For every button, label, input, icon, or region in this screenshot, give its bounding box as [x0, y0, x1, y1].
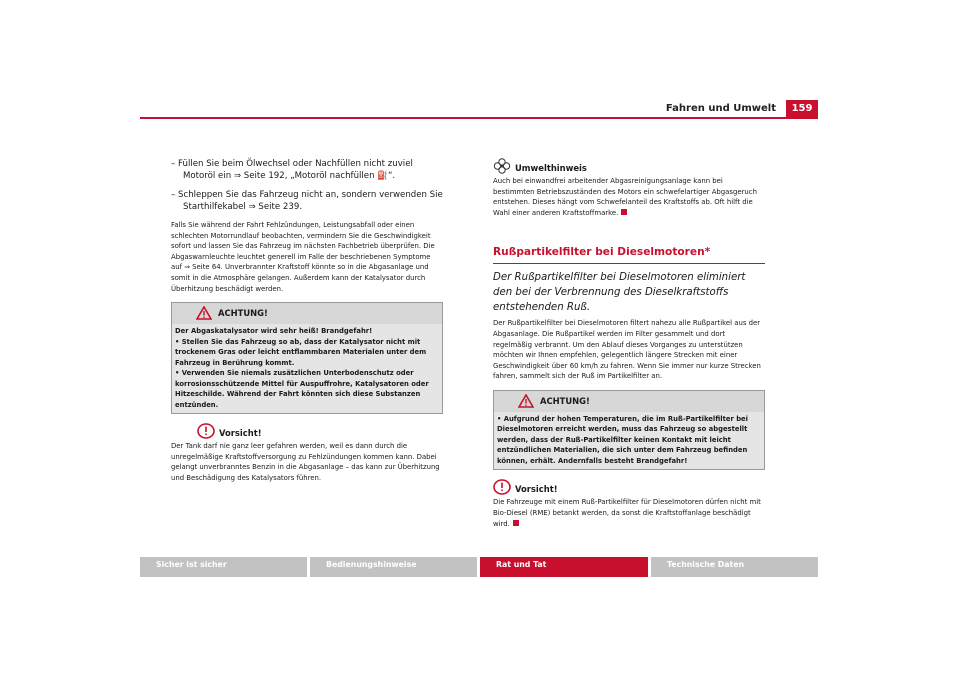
section-rule	[493, 263, 765, 264]
warning-label: ACHTUNG!	[218, 308, 268, 319]
section-title: Rußpartikelfilter bei Dieselmotoren*	[493, 246, 711, 259]
right-column	[493, 158, 765, 537]
warning-triangle-icon	[518, 394, 534, 408]
body-paragraph: Falls Sie während der Fahrt Fehlzündungen, Leistungsabfall oder einen schlechten Motorrundlauf beobachten, vermindern Sie die Geschwindigkeit sofort und lassen Sie das Fahrzeug im nächsten Fachbetrieb überprüfen. Die Abgaswarnleuchte leuchtet generell im Falle der beschriebenen Symptome auf ⇒ Seite 64. Unverbrannter Kraftstoff könnte so in die Abgasanlage und somit in die Atmosphäre gelangen. Außerdem kann der Katalysator durch Überhitzung beschädigt werden.	[171, 221, 435, 293]
environment-note-header	[493, 158, 765, 176]
caution-label: Vorsicht!	[219, 428, 262, 439]
section-subtitle: Der Rußpartikelfilter bei Dieselmotoren eliminiert den bei der Verbrennung des Dieselkraftstoffs entstehenden Ruß.	[493, 272, 746, 314]
caution-label: Vorsicht!	[515, 484, 558, 495]
caution-text: Die Fahrzeuge mit einem Ruß-Partikelfilter für Dieselmotoren dürfen nicht mit Bio-Diesel (RME) betankt werden, da sonst die Kraftstoffanlage beschädigt wird.	[493, 498, 761, 528]
warning-body	[494, 412, 764, 470]
end-marker-icon	[621, 209, 627, 215]
footer-tab-sicher[interactable]: Sicher ist sicher	[140, 557, 307, 577]
warning-header	[172, 303, 442, 324]
warning-line: Der Abgaskatalysator wird sehr heiß! Brandgefahr!	[175, 327, 373, 336]
warning-line: • Aufgrund der hohen Temperaturen, die im Ruß-Partikelfilter bei Dieselmotoren erreicht werden, muss das Fahrzeug so abgestellt werden, dass der Ruß-Partikelfilter keinen Kontakt mit leicht entzündlichen Materialien, die sich unter dem Fahrzeug befinden können, erhält. Andernfalls besteht Brandgefahr!	[497, 414, 748, 465]
warning-box	[493, 390, 765, 471]
warning-body	[172, 324, 442, 413]
warning-line: • Verwenden Sie niemals zusätzlichen Unterbodenschutz oder korrosionsschützende Mittel für Auspuffrohre, Katalysatoren oder Hitzeschilde. Während der Fahrt könnten sich diese Substanzen entzünden.	[175, 369, 429, 409]
caution-exclamation-icon	[493, 479, 511, 495]
page-header-title: Fahren und Umwelt	[665, 103, 776, 114]
footer-tab-rat-und-tat[interactable]: Rat und Tat	[480, 557, 648, 577]
left-column	[171, 158, 443, 492]
footer-tab-bedienung[interactable]: Bedienungshinweise	[310, 557, 477, 577]
environment-note-label: Umwelthinweis	[515, 163, 587, 173]
caution-text: Der Tank darf nie ganz leer gefahren werden, weil es dann durch die unregelmäßige Kraftstoffversorgung zu Fehlzündungen kommen kann. Dabei gelangt unverbranntes Benzin in die Abgasanlage – das kann zur Überhitzung und Beschädigung des Katalysators führen.	[171, 442, 440, 482]
warning-triangle-icon	[196, 306, 212, 320]
warning-header	[494, 391, 764, 412]
environment-note-text: Auch bei einwandfrei arbeitender Abgasreinigungsanlage kann bei bestimmten Betriebszuständen des Motors ein schwefelartiger Abgasgeruch entstehen. Dieses hängt vom Schwefelanteil des Kraftstoffs ab. Oft hilft die Wahl einer anderen Kraftstoffmarke.	[493, 177, 757, 217]
caution-header	[171, 423, 443, 441]
warning-line: • Stellen Sie das Fahrzeug so ab, dass der Katalysator nicht mit trockenem Gras oder leicht entflammbaren Materialen unter dem Fahrzeug in Berührung kommt.	[175, 337, 427, 367]
caution-exclamation-icon	[197, 423, 215, 439]
environment-flower-icon	[493, 158, 511, 174]
end-marker-icon	[513, 520, 519, 526]
footer-tab-technische-daten[interactable]: Technische Daten	[651, 557, 818, 577]
header-rule	[140, 117, 818, 119]
dash-item: – Füllen Sie beim Ölwechsel oder Nachfüllen nicht zuviel Motoröl ein ⇒ Seite 192, „Motoröl nachfüllen ⛽“.	[171, 159, 413, 181]
page-number: 159	[786, 100, 818, 117]
warning-label: ACHTUNG!	[540, 395, 590, 406]
warning-box	[171, 302, 443, 414]
body-paragraph: Der Rußpartikelfilter bei Dieselmotoren filtert nahezu alle Rußpartikel aus der Abgasanlage. Die Rußpartikel werden im Filter gesammelt und dort regelmäßig verbrannt. Um den Ablauf dieses Vorganges zu unterstützen möchten wir Ihnen empfehlen, gelegentlich längere Strecken mit einer Geschwindigkeit über 60 km/h zu fahren. Wenn Sie immer nur kurze Strecken fahren, sammelt sich der Ruß im Partikelfilter an.	[493, 319, 761, 381]
caution-header	[493, 479, 765, 497]
dash-item: – Schleppen Sie das Fahrzeug nicht an, sondern verwenden Sie Starthilfekabel ⇒ Seite 239.	[171, 190, 443, 212]
